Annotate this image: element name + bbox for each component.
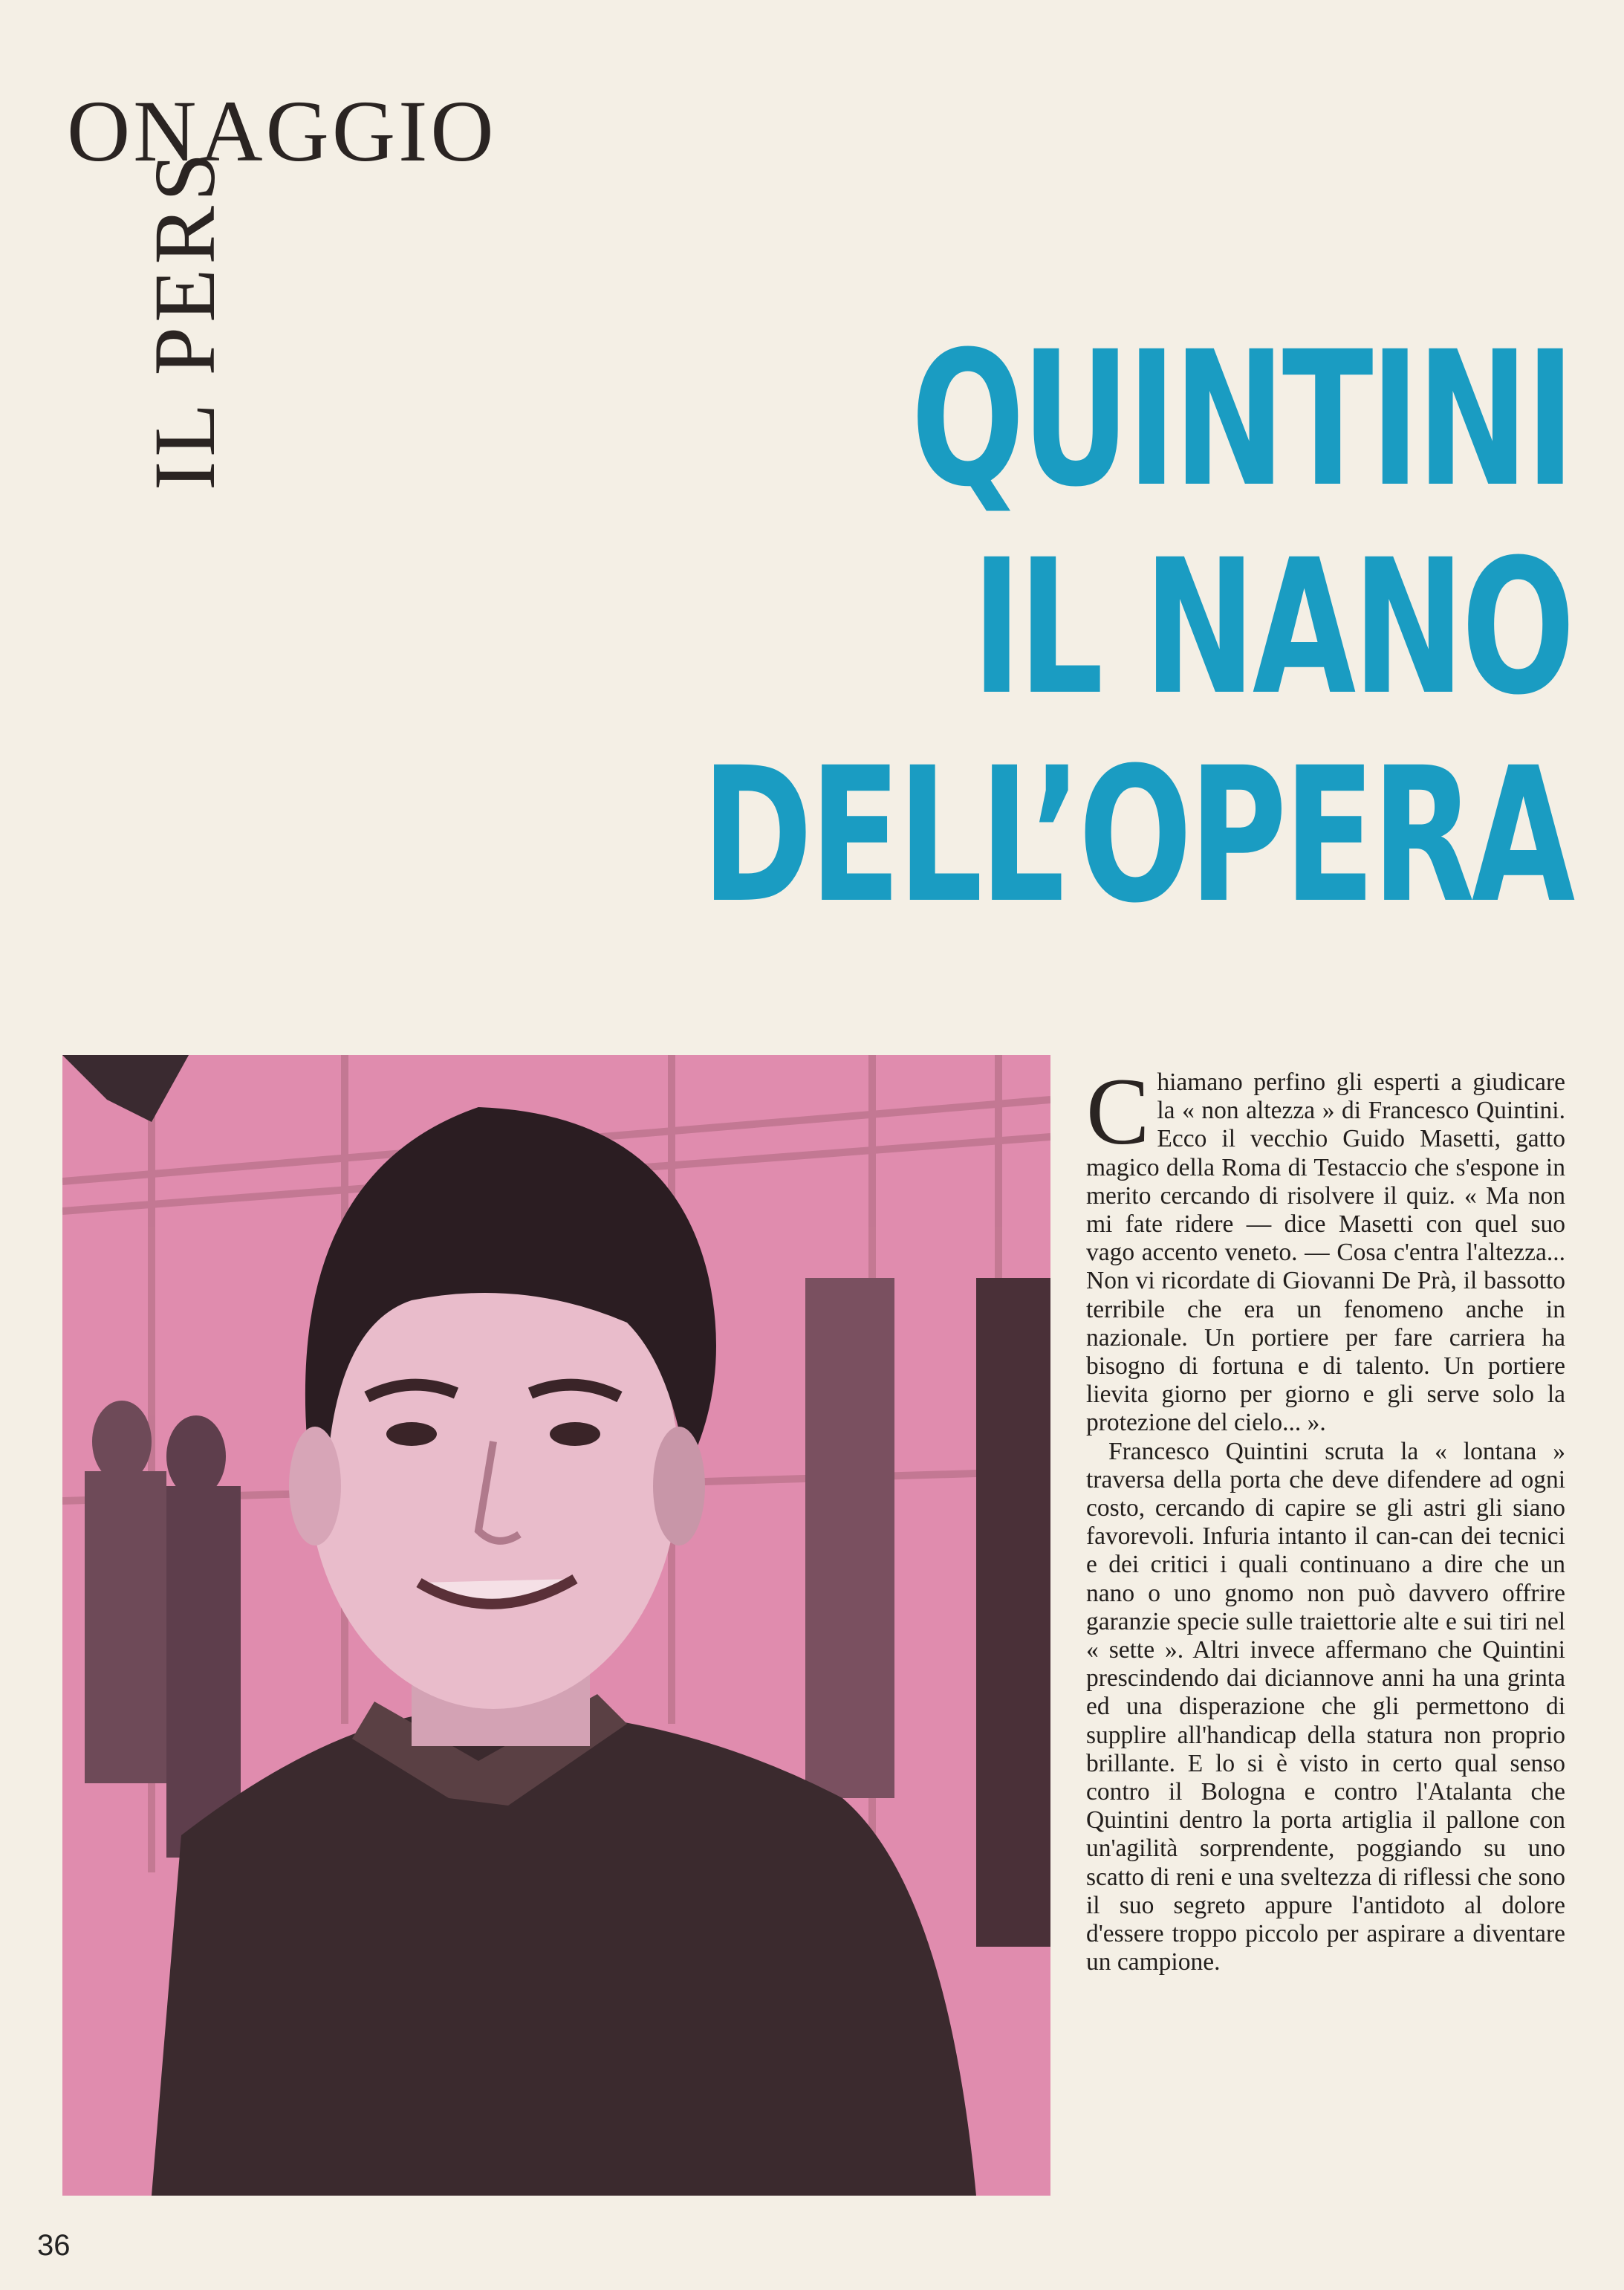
drop-cap: C bbox=[1086, 1059, 1150, 1164]
section-label-horizontal: ONAGGIO bbox=[67, 82, 497, 180]
page-number: 36 bbox=[37, 2229, 71, 2262]
headline-line-1: QUINTINI bbox=[911, 311, 1572, 528]
article-body bbox=[1086, 1059, 1565, 1977]
paragraph-1-text: hiamano perfino gli esperti a giudicare la « non altezza » di Francesco Quintini. Ecco il vecchio Guido Masetti, gatto magico della Roma di Testaccio che s'espone in merito cercando di risolvere il quiz. « Ma non mi fate ridere — dice Masetti con quel suo vago accento veneto. — Cosa c'entra l'altezza... Non vi ricordate di Giovanni De Prà, il bassotto terribile che era un fenomeno anche in nazionale. Un portiere per fare carriera ha bisogno di fortuna e di talento. Un portiere lievita giorno per giorno e gli serve solo la protezione del cielo... ». bbox=[1086, 1068, 1565, 1437]
article-paragraph-2: Francesco Quintini scruta la « lontana » traversa della porta che deve difendere ad ogni costo, cercando di capire se gli astri gli siano favorevoli. Infuria intanto il can-can dei tecnici e dei critici i quali continuano a dire che un nano o uno gnomo non può davvero offrire garanzie specie sulle traiettorie alte e sui tiri nel « sette ». Altri invece affermano che Quintini prescindendo dai diciannove anni ha una grinta ed una disperazione che gli permettono di supplire all'handicap della statura non proprio brillante. E lo si è visto in certo qual senso contro il Bologna e contro l'Atalanta che Quintini dentro la porta artiglia il pallone con un'agilità sorprendente, poggiando su uno scatto di reni e una sveltezza di riflessi che sono il suo segreto appure l'antidoto al dolore d'essere troppo piccolo per aspirare a diventare un campione. bbox=[1086, 1437, 1565, 1976]
headline-line-2: IL NANO bbox=[972, 519, 1572, 736]
article-paragraph-1 bbox=[1086, 1059, 1565, 1438]
headline bbox=[363, 311, 1572, 944]
portrait-photo bbox=[62, 1055, 1050, 2196]
headline-line-3: DELL’OPERA bbox=[701, 727, 1572, 944]
portrait-illustration bbox=[62, 1055, 1050, 2196]
section-label-vertical: IL PERS bbox=[136, 148, 233, 490]
